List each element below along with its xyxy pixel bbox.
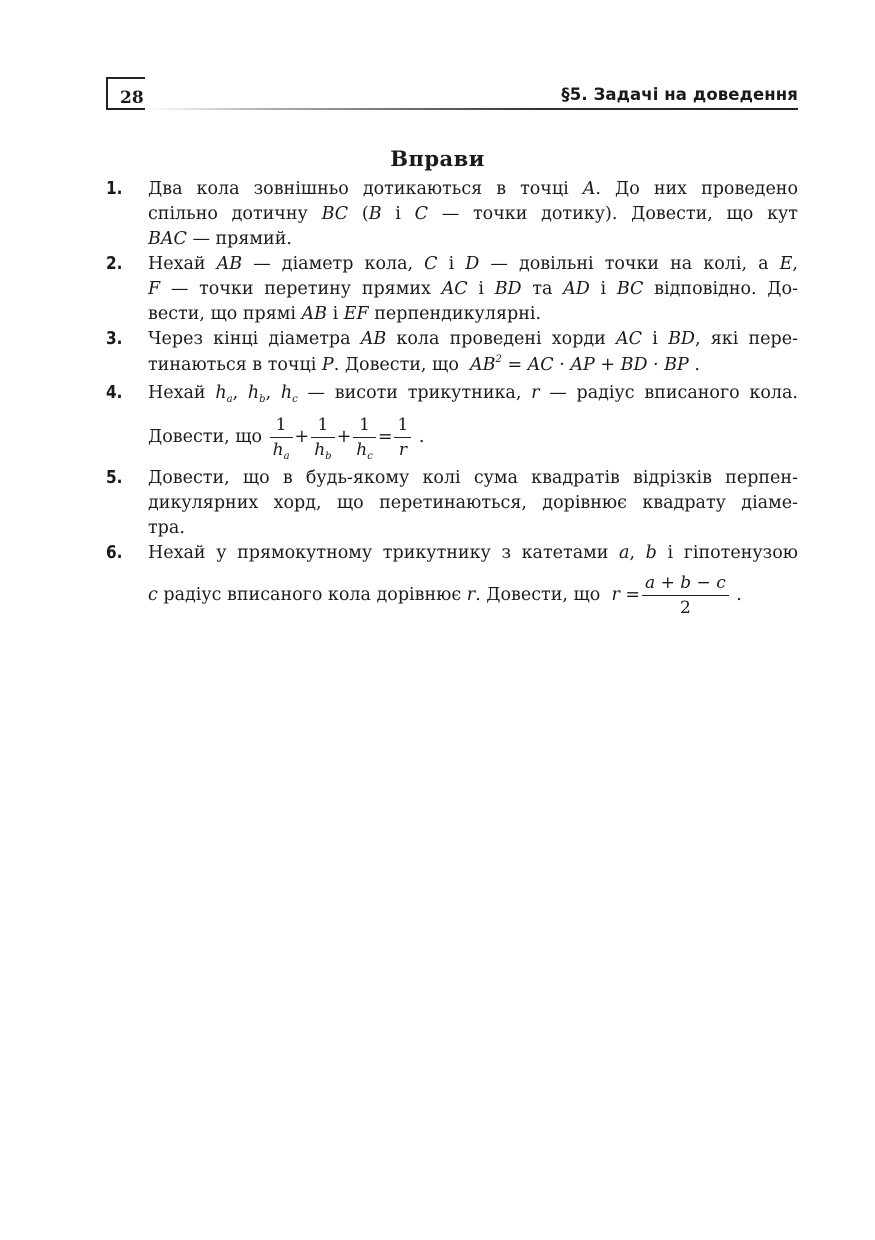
section-title: §5. Задачі на доведення [561, 85, 798, 104]
exercise-3: 3. Через кінці діаметра AB кола проведені хорди AC і BD, які пере- тинаються в точці P. Довести, що $AB^2$ = AC · AP + BD · BP . [106, 328, 798, 375]
exercise-5: 5. Довести, що в будь-якому колі сума квадратів відрізків перпен- дикулярних хорд, що перетинаються, дорівнює квадрату діаме- тра. [106, 467, 798, 538]
exercise-number: 5. [106, 467, 123, 488]
fraction: $\frac{1}{h_c}$ [353, 417, 376, 459]
exercises-heading: Вправи [390, 146, 485, 171]
exercise-number: 3. [106, 328, 123, 349]
exercise-number: 1. [106, 178, 123, 199]
exercise-number: 2. [106, 253, 123, 274]
exercise-number: 6. [106, 542, 123, 563]
fraction: $\frac{1}{h_a}$ [270, 417, 293, 459]
exercise-2: 2. Нехай AB — діаметр кола, C і D — довільні точки на колі, а E, F — точки перетину прямих AC і BD та AD і BC відповідно. До- вести, що прямі AB і EF перпендикулярні. [106, 253, 798, 324]
header-rule [146, 108, 798, 110]
fraction: $\frac{1}{r}$ [394, 417, 411, 459]
exercise-6: 6. Нехай у прямокутному трикутнику з катетами a, b і гіпотенузою c радіус вписаного кола дорівнює r. Довести, що r = $\frac{a + b - c}{2}$ . [106, 542, 798, 618]
exercise-number: 4. [106, 382, 123, 403]
fraction: $\frac{1}{h_b}$ [311, 417, 334, 459]
page-header [106, 77, 798, 113]
page-number: 28 [120, 88, 144, 108]
exercise-4: 4. Нехай $h_a$, $h_b$, $h_c$ — висоти трикутника, r — радіус вписаного кола. Довести, що $\frac{1}{h_a}$ + $\frac{1}{h_b}$ + $\frac{1}{h_c}$ = $\frac{1}{r}$ . [106, 382, 798, 462]
exercise-1: 1. Два кола зовнішньо дотикаються в точці A. До них проведено спільно дотичну BC (B і C — точки дотику). Довести, що кут BAC — прямий. [106, 178, 799, 249]
page-number-box [106, 77, 145, 110]
fraction: $\frac{a + b - c}{2}$ [642, 575, 729, 617]
